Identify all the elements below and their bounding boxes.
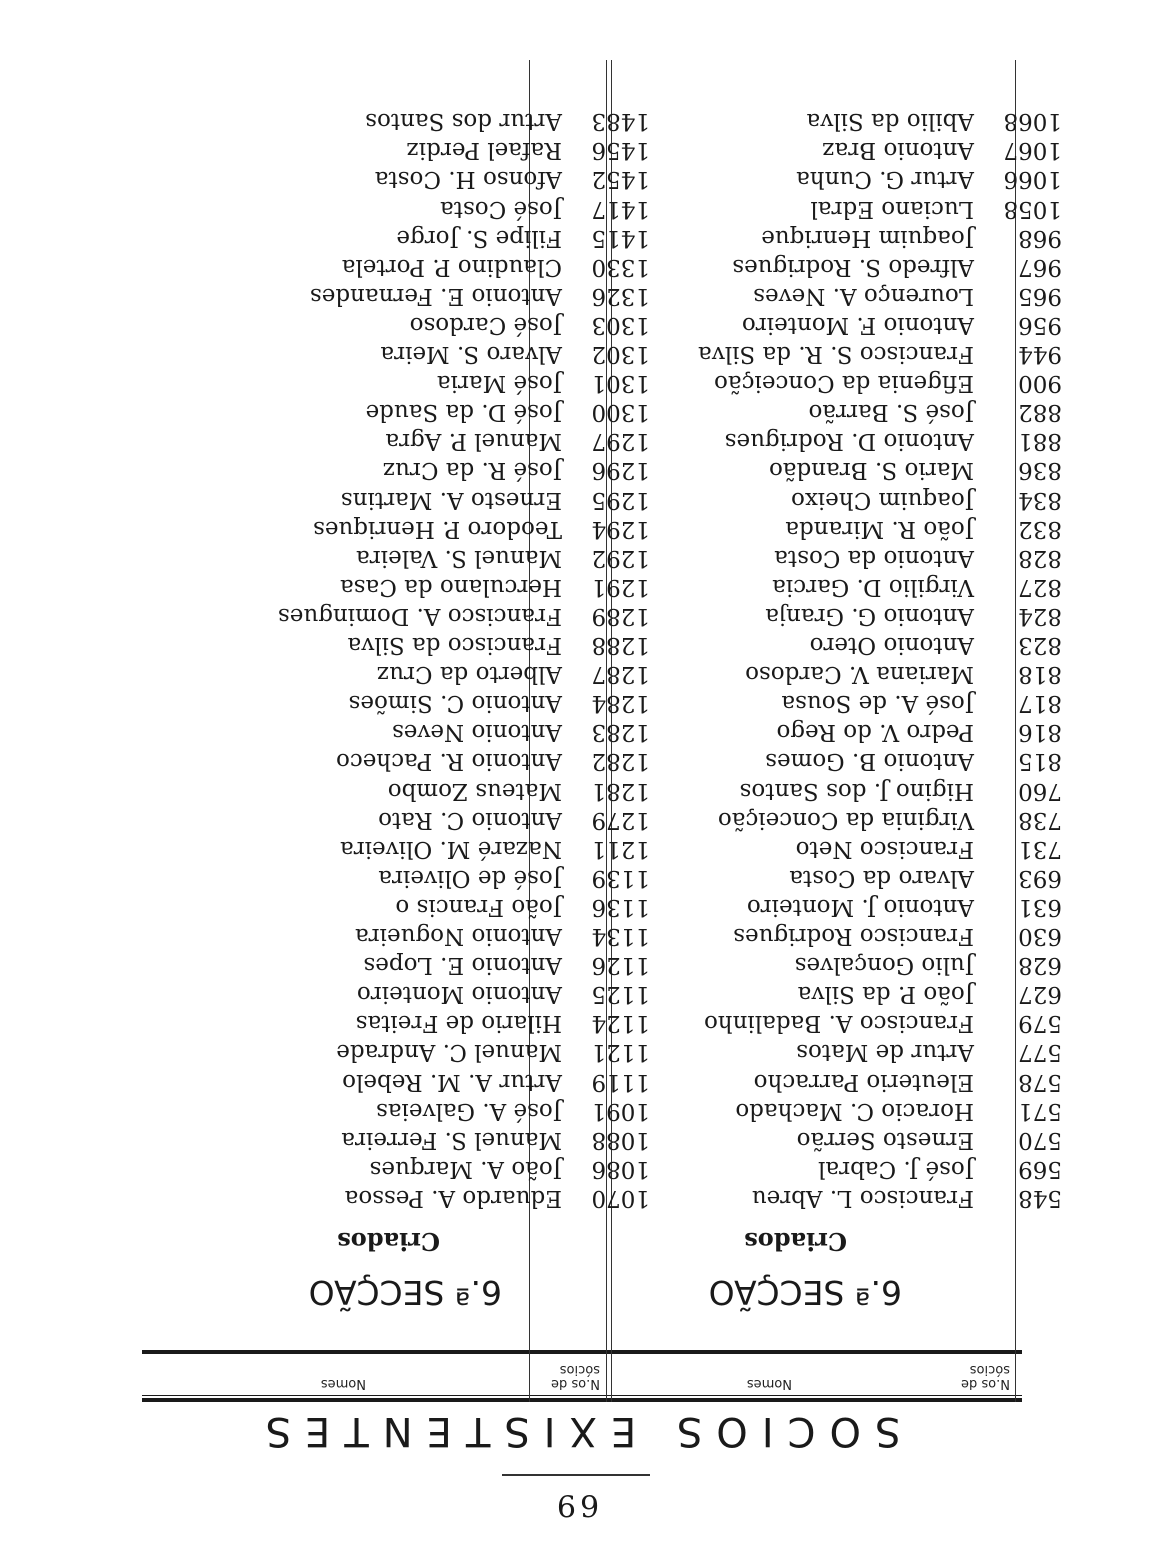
member-number: 834 [1018,486,1062,513]
member-name: Antonio J. Monteiro [746,894,974,920]
member-name: Ernesto A. Martins [340,486,562,513]
member-name: Efigenia da Conceição [714,370,974,397]
member-name: Artur G. Cunha [796,166,974,193]
member-name: José D. da Saude [365,399,562,426]
member-number: 968 [1018,224,1062,251]
member-number: 577 [1018,1039,1062,1066]
member-name: Virgilio D. Garcia [772,573,974,600]
member-name: Manuel P. Agra [385,428,562,455]
member-number: 815 [1018,748,1062,775]
member-number: 569 [1018,1155,1062,1182]
member-number: 1070 [591,1185,650,1211]
page-number: 69 [552,1487,600,1522]
member-name: João R. Miranda [785,515,974,542]
member-number: 827 [1018,573,1062,600]
member-number: 1067 [1003,137,1062,164]
member-name: Joaquim Henrique [761,224,974,251]
member-name: Luciano Edral [810,195,974,222]
member-number: 1297 [591,428,650,455]
member-number: 1291 [591,573,650,600]
member-name: Antonio Monteiro [356,981,562,1008]
member-name: Antonio Otero [809,632,974,659]
member-name: José A. Galveias [376,1097,562,1124]
col1-header-name: Nomes [746,1376,792,1391]
member-name: Francisco L. Abreu [751,1185,974,1211]
member-name: Antonio Nogueira [354,923,562,950]
col1-section-title: 6.ª SECÇÃO [708,1273,902,1312]
member-number: 1302 [591,341,650,368]
member-name: Francisco S. R. da Silva [698,341,974,368]
member-number: 956 [1018,312,1062,338]
member-number: 760 [1018,777,1062,804]
member-name: Joaquim Cheixo [791,486,974,513]
member-name: Higino J. dos Santos [739,777,974,804]
member-name: Mariana V. Cardoso [745,661,974,688]
member-number: 1417 [591,195,650,222]
member-number: 828 [1018,544,1062,571]
member-name: Virginia da Conceição [717,806,974,833]
member-number: 1292 [591,544,650,571]
member-name: José J. Cabral [818,1155,974,1182]
member-name: Artur A. M. Rebelo [342,1068,562,1095]
member-number: 1294 [591,515,650,542]
member-name: José A. de Sousa [781,690,974,717]
member-name: Nazaré M. Oliveira [340,835,562,862]
member-name: Afonso H. Costa [374,166,562,193]
member-number: 900 [1018,370,1062,397]
member-name: João Francis o [395,894,562,920]
member-name: Alberto da Cruz [377,661,562,688]
member-number: 1058 [1003,195,1062,222]
member-name: Antonio D. Rodrigues [724,428,974,455]
member-number: 1281 [591,777,650,804]
member-number: 1139 [591,864,650,891]
member-name: Antonio da Costa [774,544,974,571]
member-name: José R. da Cruz [382,457,562,484]
member-number: 965 [1018,282,1062,309]
member-number: 630 [1018,923,1062,950]
member-number: 1125 [591,981,650,1008]
member-number: 1282 [591,748,650,775]
member-number: 1068 [1003,108,1062,135]
member-name: Artur de Matos [796,1039,974,1066]
header-bottom-rule [142,1350,1022,1354]
member-number: 1452 [591,166,650,193]
member-number: 1283 [591,719,650,746]
col2-subsection-title: Criados [337,1227,440,1256]
member-name: Francisco da Silva [347,632,562,659]
member-number: 1456 [591,137,650,164]
member-number: 816 [1018,719,1062,746]
member-name: Francisco A. Domingues [277,603,562,629]
member-name: José Maria [436,370,562,397]
member-number: 824 [1018,603,1062,629]
member-number: 832 [1018,515,1062,542]
member-name: Antonio C. Rato [378,806,562,833]
member-number: 1119 [591,1068,650,1095]
member-name: Antonio E. Lopes [363,952,562,979]
member-name: Ernesto Serrão [796,1126,974,1153]
member-name: Antonio Braz [822,137,974,164]
member-number: 1288 [591,632,650,659]
member-name: Eduardo A. Pessoa [344,1185,562,1211]
member-name: Mario S. Brandão [768,457,974,484]
member-number: 1303 [591,312,650,338]
member-name: Artur dos Santos [365,108,562,135]
member-name: Antonio F. Monteiro [741,312,974,338]
member-number: 1121 [591,1039,650,1066]
member-name: Teodoro P. Henriques [313,515,562,542]
page-number-rule [502,1474,650,1476]
col1-header-number: N.os de sócios [961,1362,1010,1391]
member-name: Hilario de Freitas [355,1010,562,1037]
member-name: Mateus Zombo [387,777,562,804]
member-number: 1211 [591,835,650,862]
member-name: Antonio B. Gomes [765,748,974,775]
member-name: Pedro V. do Rego [776,719,974,746]
member-number: 1088 [591,1126,650,1153]
member-number: 693 [1018,864,1062,891]
member-name: Claudino P. Portela [341,253,562,280]
member-name: Alfredo S. Rodrigues [732,253,974,280]
col2-header-name: Nomes [320,1376,366,1391]
member-number: 944 [1018,341,1062,368]
member-number: 731 [1018,835,1062,862]
member-name: Eleuterio Parracho [753,1068,974,1095]
member-number: 628 [1018,952,1062,979]
member-name: Rafael Perdiz [406,137,562,164]
member-name: Francisco Rodrigues [733,923,974,950]
member-number: 1086 [591,1155,650,1182]
member-number: 578 [1018,1068,1062,1095]
member-number: 1091 [591,1097,650,1124]
member-number: 1279 [591,806,650,833]
member-number: 548 [1018,1185,1062,1211]
member-number: 817 [1018,690,1062,717]
member-number: 1326 [591,282,650,309]
member-number: 881 [1018,428,1062,455]
col2-header-number: N.os de sócios [551,1362,600,1391]
member-name: Julio Gonçalves [794,952,974,979]
member-name: Francisco A. Badalinho [703,1010,974,1037]
member-name: Antonio C. Simões [348,690,562,717]
member-number: 823 [1018,632,1062,659]
member-number: 1124 [591,1010,650,1037]
member-name: Antonio G. Granja [765,603,974,629]
member-number: 627 [1018,981,1062,1008]
member-number: 1301 [591,370,650,397]
header-top-rule-thin [142,1395,1022,1396]
member-number: 1136 [591,894,650,920]
member-name: Manuel S. Valeira [356,544,562,571]
member-number: 967 [1018,253,1062,280]
member-name: Francisco Neto [795,835,974,862]
member-name: Herculano da Casa [340,573,562,600]
member-name: Antonio E. Fernandes [309,282,562,309]
member-number: 836 [1018,457,1062,484]
member-number: 571 [1018,1097,1062,1124]
col1-subsection-title: Criados [744,1227,847,1256]
member-name: Manuel S. Ferreira [341,1126,562,1153]
member-name: Horacio C. Machado [735,1097,974,1124]
member-number: 738 [1018,806,1062,833]
member-number: 818 [1018,661,1062,688]
member-number: 1126 [591,952,650,979]
member-number: 1134 [591,923,650,950]
member-name: José Cardoso [409,312,562,338]
member-name: José de Oliveira [378,864,562,891]
member-number: 1295 [591,486,650,513]
member-number: 1066 [1003,166,1062,193]
col2-section-title: 6.ª SECÇÃO [308,1273,502,1312]
member-number: 882 [1018,399,1062,426]
member-number: 570 [1018,1126,1062,1153]
member-name: João P. da Silva [797,981,974,1008]
member-name: Lourenço A. Neves [753,282,974,309]
member-name: Abilio da Silva [806,108,974,135]
header-top-rule [142,1398,1022,1402]
member-number: 1330 [591,253,650,280]
member-name: Antonio Neves [392,719,562,746]
member-number: 1296 [591,457,650,484]
member-number: 1289 [591,603,650,629]
member-name: José S. Barrão [808,399,974,426]
page-title: SOCIOS EXISTENTES [251,1408,901,1454]
member-number: 1415 [591,224,650,251]
member-number: 579 [1018,1010,1062,1037]
member-name: Manuel C. Andrade [336,1039,562,1066]
member-number: 1300 [591,399,650,426]
member-name: Alvaro S. Meira [380,341,562,368]
member-number: 1483 [591,108,650,135]
member-name: João A. Marques [369,1155,562,1182]
member-name: Filipe S. Jorge [396,224,562,251]
member-number: 631 [1018,894,1062,920]
member-name: José Costa [440,195,562,222]
member-number: 1287 [591,661,650,688]
member-name: Antonio R. Pacheco [336,748,562,775]
member-name: Alvaro da Costa [789,864,974,891]
member-number: 1284 [591,690,650,717]
